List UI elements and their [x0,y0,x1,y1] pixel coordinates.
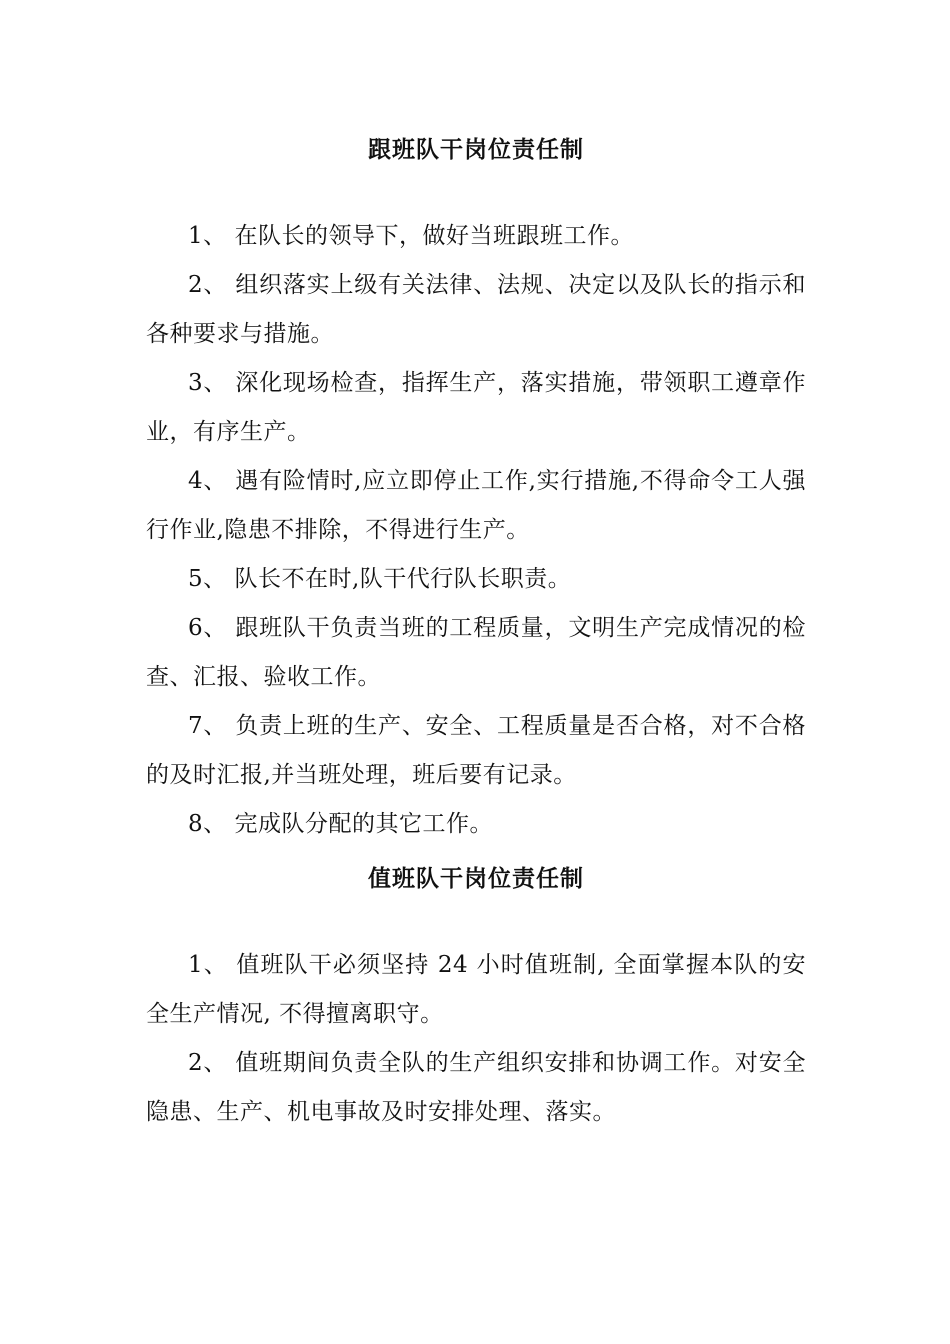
duty-item: 1、 在队长的领导下，做好当班跟班工作。 [188,223,634,249]
duty-item: 4、 遇有险情时,应立即停止工作,实行措施,不得命令工人强行作业,隐患不排除，不得进行生产。 [146,468,806,543]
spacer [146,172,806,212]
duty-item: 2、 组织落实上级有关法律、法规、决定以及队长的指示和各种要求与措施。 [146,272,806,347]
duty-item: 1、 值班队干必须坚持 24 小时值班制, 全面掌握本队的安全生产情况, 不得擅离职守。 [146,952,806,1027]
duty-item: 8、 完成队分配的其它工作。 [188,811,493,837]
duty-list [146,941,806,1137]
duty-item: 3、 深化现场检查，指挥生产，落实措施，带领职工遵章作业，有序生产。 [146,370,806,445]
section-title: 值班队干岗位责任制 [368,865,584,892]
section-on-duty-leader-duties [146,857,806,1137]
section-title: 跟班队干岗位责任制 [368,136,584,163]
section-shift-leader-duties [146,128,806,849]
duty-item: 6、 跟班队干负责当班的工程质量，文明生产完成情况的检查、汇报、验收工作。 [146,615,806,690]
duty-item: 7、 负责上班的生产、安全、工程质量是否合格，对不合格的及时汇报,并当班处理，班后要有记录。 [146,713,806,788]
duty-item: 2、 值班期间负责全队的生产组织安排和协调工作。对安全隐患、生产、机电事故及时安排处理、落实。 [146,1050,806,1125]
spacer [146,901,806,941]
duty-item: 5、 队长不在时,队干代行队长职责。 [188,566,572,592]
duty-list [146,212,806,849]
document-body [146,128,806,1137]
